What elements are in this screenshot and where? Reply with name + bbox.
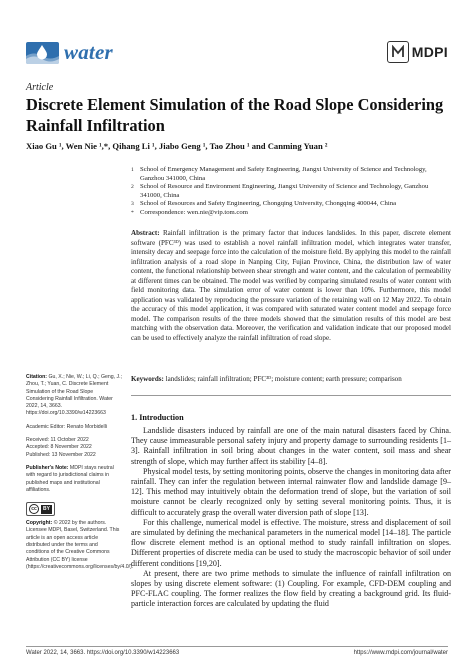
author-list[interactable]: Xiao Gu ¹, Wen Nie ¹,*, Qihang Li ¹, Jiabo Geng ¹, Tao Zhou ¹ and Canming Yuan ² — [26, 141, 328, 151]
page-footer — [26, 650, 448, 656]
article-info-sidebar — [26, 374, 134, 577]
divider — [131, 395, 451, 396]
publisher-note — [26, 465, 122, 494]
keywords-text: landslides; rainfall infiltration; PFC³ᴰ; moisture content; earth pressure; comparison — [165, 375, 402, 383]
academic-editor: Academic Editor: Renato Morbidelli — [26, 423, 108, 430]
abstract-text: Rainfall infiltration is the primary factor that induces landslides. In this paper, discrete element software (PFC³ᴰ) was used to establish a novel rainfall infiltration model, which integrates water transfer, intensity decay and seepage force into the calculation of the moisture field. By applying this model to the rainfall infiltration analysis of a road slope in Nanping City, Fujian Province, China, the distribution law of water content, the functional relationship between shear strength and water content, and the calculation of permeability at different times can be obtained. The model was verified by comparing simulated results of water content with field monitoring data. The simulation error of water content is lower than 10%. Furthermore, this model application was validated by reproducing the pressure variation of the retaining wall on 12 May 2022. To obtain the accuracy of this model application, it was compared with saturated water content model and seepage force model. The comparison results of the three models showed that the simulation results of this model are best matching with the observation data. Moreover, the verification and validation indicate that our proposed model can be used to effectively analyze the rainfall infiltration of road slope. — [131, 229, 451, 342]
footer-journal-url[interactable]: https://www.mdpi.com/journal/water — [353, 650, 448, 656]
publisher-note-label: Publisher's Note: — [26, 464, 69, 471]
cc-icon: cc — [29, 504, 39, 514]
journal-logo[interactable] — [26, 40, 113, 65]
correspondence-text: Correspondence: wen.nie@vip.tom.com — [140, 208, 248, 216]
water-droplet-icon — [26, 42, 59, 64]
mdpi-mark-icon — [387, 41, 409, 63]
accepted-date: Accepted: 8 November 2022 — [26, 444, 92, 451]
affiliation-text: School of Resources and Safety Engineering, Chongqing University, Chongqing 400044, China — [140, 200, 397, 208]
footer-divider — [26, 646, 448, 647]
copyright-block — [26, 520, 134, 571]
affiliation-text: School of Emergency Management and Safety Engineering, Jiangxi University of Science and Technology, Ganzhou 341000, China — [140, 166, 427, 182]
affiliation-number: * — [131, 209, 134, 216]
correspondence[interactable] — [131, 209, 451, 218]
keywords-label: Keywords: — [131, 375, 164, 383]
affiliation-text: School of Resource and Environment Engineering, Jiangxi University of Science and Technology, Ganzhou 341000, China — [140, 183, 429, 199]
publisher-note-text: MDPI stays neutral with regard to jurisdictional claims in published maps and institutional affiliations. — [26, 464, 114, 493]
affiliation-item — [131, 200, 451, 209]
affiliations — [131, 166, 451, 218]
paragraph: For this challenge, numerical model is effective. The moisture, stress and displacement of soil are simulated by defining the mechanical parameters in the numerical model [14–18]. The particle flow discrete element method is an optional method to study rainfall infiltration on slopes. Different properties of discrete media can be used to study the macroscopic behavior of soil under different conditions [19,20]. — [131, 517, 451, 568]
abstract-label: Abstract: — [131, 229, 160, 237]
keywords — [131, 375, 451, 385]
citation-text[interactable]: Gu, X.; Nie, W.; Li, Q.; Geng, J.; Zhou, T.; Yuan, C. Discrete Element Simulation of the Road Slope Considering Rainfall Infiltration. Water 2022, 14, 3663. https://doi.org/10.3390/w14223663 — [26, 374, 123, 417]
affiliation-number: 3 — [131, 201, 134, 208]
citation-block — [26, 374, 122, 418]
affiliation-item — [131, 166, 451, 183]
article-type: Article — [26, 82, 54, 93]
affiliation-number: 1 — [131, 167, 134, 173]
section-heading: 1. Introduction — [131, 413, 184, 422]
by-icon: BY — [41, 505, 52, 514]
publisher-logo[interactable] — [387, 41, 448, 63]
journal-name: water — [64, 40, 113, 64]
publisher-name: MDPI — [411, 44, 448, 60]
introduction-body — [131, 426, 451, 610]
paragraph: Physical model tests, by setting monitoring points, observe the changes in monitoring data after rainfall. They can infer the regulation between internal rainwater flow and landslide damage [9–12]. This method may intuitively obtain the deformation trend of slope, but the variation of soil moisture cannot be clearly recognized only by setting several monitoring points. Thus, it is difficult to accurately grasp the overall water diversion path of slope [13]. — [131, 466, 451, 517]
copyright-text: © 2022 by the authors. Licensee MDPI, Basel, Switzerland. This article is an open access article distributed under the terms and conditions of the Creative Commons Attribution (CC BY) license (https://creativecommons.org/licenses/by/4.0/). — [26, 520, 134, 570]
abstract — [131, 229, 451, 343]
affiliation-number: 2 — [131, 184, 134, 191]
copyright-label: Copyright: — [26, 520, 53, 527]
affiliation-item — [131, 183, 451, 200]
footer-citation[interactable]: Water 2022, 14, 3663. https://doi.org/10.3390/w14223663 — [26, 650, 180, 656]
paragraph: Landslide disasters induced by rainfall are one of the main natural disasters faced by China. They cause immeasurable personal safety injury and property damage to surrounding residents [1–3]. Rainfall infiltration in soil bring about changes in the water content, soil mass and shear strength of slope, which may further affect its stability [4–8]. — [131, 426, 451, 466]
article-title: Discrete Element Simulation of the Road Slope Considering Rainfall Infiltration — [26, 95, 444, 135]
cc-by-license-badge[interactable] — [26, 502, 55, 516]
citation-label: Citation: — [26, 374, 48, 380]
received-date: Received: 11 October 2022 — [26, 437, 89, 444]
dates-block — [26, 437, 122, 459]
published-date: Published: 13 November 2022 — [26, 451, 96, 458]
paragraph: At present, there are two prime methods to simulate the influence of rainfall infiltration on slopes by using discrete element software: (1) Coupling. For example, CFD-DEM coupling and PFC-FLAC coupling. The former realizes the flow field by creating a background grid. Its fluid-particle interaction forces are calculated by updating the fluid — [131, 568, 451, 609]
journal-header — [26, 40, 448, 66]
